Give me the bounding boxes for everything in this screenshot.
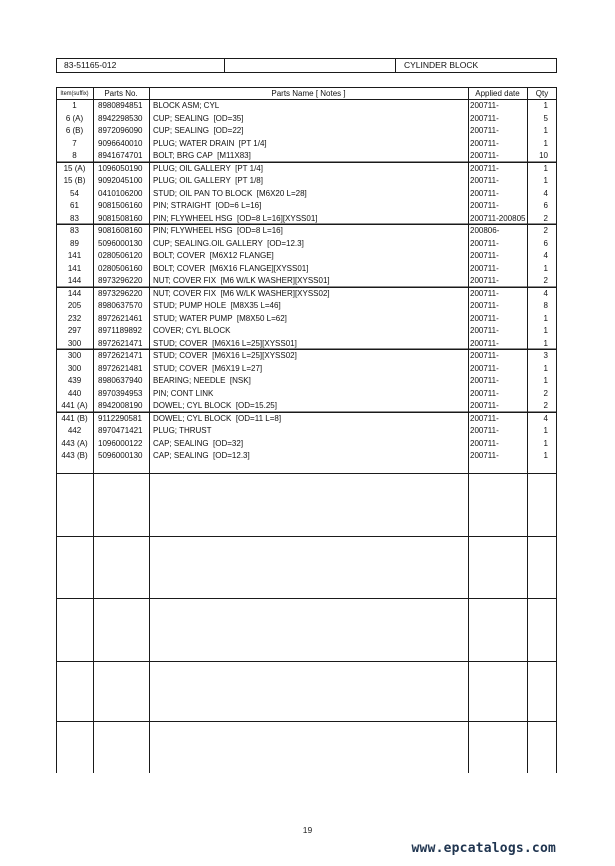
row-qty: 4 — [543, 413, 548, 423]
row-applied-date: 200711- — [470, 251, 499, 260]
row-parts-no: 8942008190 — [98, 401, 143, 410]
row-applied-date: 200711- — [470, 351, 499, 360]
row-item: 300 — [67, 351, 82, 360]
row-item: 144 — [67, 276, 82, 285]
row-qty: 1 — [543, 163, 548, 173]
row-qty: 1 — [543, 451, 548, 460]
row-parts-name: CUP; SEALING [OD=35] — [153, 113, 244, 123]
row-qty: 2 — [543, 226, 548, 235]
row-item: 441 (A) — [61, 401, 88, 410]
table-row — [56, 150, 557, 163]
row-parts-no: 8972621471 — [98, 351, 143, 360]
row-item: 439 — [67, 376, 82, 385]
row-applied-date: 200711- — [470, 126, 499, 135]
document-header-spacer — [225, 59, 396, 72]
table-header-row — [56, 88, 557, 99]
row-parts-name: NUT; COVER FIX [M6 W/LK WASHER][XYSS01] — [153, 276, 330, 285]
row-applied-date: 200711- — [470, 426, 499, 435]
row-applied-date: 200711- — [470, 263, 499, 273]
row-parts-no: 1096050190 — [98, 163, 143, 173]
row-item: 232 — [67, 313, 82, 323]
row-parts-no: 9096640010 — [98, 138, 143, 148]
row-qty: 8 — [543, 301, 548, 310]
parts-table — [56, 87, 557, 773]
row-parts-name: PLUG; OIL GALLERY [PT 1/8] — [153, 176, 263, 185]
table-row — [56, 200, 557, 213]
row-parts-name: STUD; WATER PUMP [M8X50 L=62] — [153, 313, 287, 323]
row-parts-name: PLUG; WATER DRAIN [PT 1/4] — [153, 138, 267, 148]
table-row — [56, 250, 557, 263]
row-qty: 1 — [543, 126, 548, 135]
row-parts-name: STUD; COVER [M6X19 L=27] — [153, 363, 263, 373]
row-parts-name: CAP; SEALING [OD=32] — [153, 438, 244, 448]
table-row — [56, 125, 557, 138]
row-parts-no: 9092045100 — [98, 176, 143, 185]
row-parts-name: STUD; COVER [M6X16 L=25][XYSS02] — [153, 351, 297, 360]
row-parts-name: BEARING; NEEDLE [NSK] — [153, 376, 251, 385]
row-item: 7 — [72, 138, 77, 148]
row-item: 440 — [67, 388, 82, 398]
row-parts-no: 8980637940 — [98, 376, 143, 385]
table-row — [56, 363, 557, 376]
row-applied-date: 200711- — [470, 376, 499, 385]
row-parts-name: CUP; SEALING.OIL GALLERY [OD=12.3] — [153, 238, 304, 248]
column-header-parts-name: Parts Name [ Notes ] — [271, 89, 346, 98]
row-item: 61 — [70, 201, 79, 210]
row-applied-date: 200711- — [470, 313, 499, 323]
row-applied-date: 200711- — [470, 288, 499, 298]
row-parts-no: 8971189892 — [98, 326, 142, 335]
table-row — [56, 113, 557, 126]
row-applied-date: 200711- — [470, 413, 499, 423]
row-parts-name: STUD; PUMP HOLE [M8X35 L=46] — [153, 301, 281, 310]
row-parts-no: 8941674701 — [98, 151, 143, 160]
table-row — [56, 313, 557, 326]
row-applied-date: 200711- — [470, 188, 499, 198]
row-qty: 1 — [543, 176, 548, 185]
table-row — [56, 300, 557, 313]
table-row — [56, 425, 557, 438]
row-parts-no: 0410106200 — [98, 188, 143, 198]
table-row — [56, 375, 557, 388]
row-item: 83 — [70, 213, 79, 223]
table-row — [56, 225, 557, 238]
row-item: 205 — [67, 301, 82, 310]
row-parts-name: DOWEL; CYL BLOCK [OD=11 L=8] — [153, 413, 282, 423]
row-qty: 1 — [543, 263, 548, 273]
row-parts-no: 5096000130 — [98, 451, 143, 460]
table-row — [56, 350, 557, 363]
row-item: 1 — [72, 101, 77, 110]
grid-line — [56, 473, 557, 474]
row-qty: 1 — [543, 338, 548, 348]
row-item: 141 — [67, 263, 82, 273]
row-applied-date: 200711- — [470, 101, 499, 110]
watermark-link[interactable]: www.epcatalogs.com — [411, 841, 556, 856]
row-applied-date: 200711- — [470, 451, 499, 460]
row-item: 441 (B) — [61, 413, 88, 423]
row-qty: 3 — [543, 351, 548, 360]
row-parts-no: 8972621461 — [98, 313, 143, 323]
row-item: 6 (A) — [65, 113, 84, 123]
row-applied-date: 200711- — [470, 338, 499, 348]
row-parts-name: PLUG; OIL GALLERY [PT 1/4] — [153, 163, 263, 173]
table-row — [56, 338, 557, 351]
section-title: CYLINDER BLOCK — [404, 60, 479, 70]
table-row — [56, 288, 557, 301]
row-qty: 1 — [543, 326, 548, 335]
row-qty: 5 — [543, 113, 548, 123]
column-header-qty: Qty — [535, 89, 549, 98]
table-row — [56, 213, 557, 226]
row-parts-name: STUD; COVER [M6X16 L=25][XYSS01] — [153, 338, 297, 348]
row-applied-date: 200711- — [470, 276, 499, 285]
table-row — [56, 188, 557, 201]
row-applied-date: 200711- — [470, 163, 499, 173]
row-parts-no: 8973296220 — [98, 288, 143, 298]
row-parts-name: DOWEL; CYL BLOCK [OD=15.25] — [153, 401, 277, 410]
row-qty: 1 — [543, 426, 548, 435]
row-parts-name: STUD; OIL PAN TO BLOCK [M6X20 L=28] — [153, 188, 307, 198]
row-qty: 1 — [543, 438, 548, 448]
row-parts-no: 0280506120 — [98, 251, 143, 260]
table-row — [56, 163, 557, 176]
row-parts-no: 8942298530 — [98, 113, 143, 123]
row-qty: 10 — [539, 151, 548, 160]
row-parts-name: COVER; CYL BLOCK — [153, 326, 231, 335]
document-code: 83-51165-012 — [57, 59, 225, 72]
row-qty: 4 — [543, 188, 548, 198]
row-parts-name: BLOCK ASM; CYL — [153, 101, 220, 110]
document-header — [56, 58, 557, 73]
row-parts-name: PIN; FLYWHEEL HSG [OD=8 L=16] — [153, 226, 283, 235]
row-parts-no: 9081506160 — [98, 201, 143, 210]
row-applied-date: 200711- — [470, 388, 499, 398]
row-parts-no: 8972621481 — [98, 363, 143, 373]
row-item: 141 — [67, 251, 82, 260]
row-qty: 2 — [543, 213, 548, 223]
row-parts-no: 8972621471 — [98, 338, 143, 348]
column-header-item: Item(suffix) — [60, 90, 89, 97]
row-item: 300 — [67, 363, 82, 373]
row-item: 89 — [70, 238, 79, 248]
row-parts-no: 0280506160 — [98, 263, 143, 273]
row-applied-date: 200711- — [470, 238, 499, 248]
row-qty: 1 — [543, 138, 548, 148]
row-parts-no: 8980894851 — [98, 101, 143, 110]
row-applied-date: 200711- — [470, 176, 499, 185]
row-item: 8 — [72, 151, 77, 160]
row-applied-date: 200711- — [470, 363, 499, 373]
row-parts-no: 9081508160 — [98, 213, 143, 223]
table-row — [56, 325, 557, 338]
row-parts-no: 5096000130 — [98, 238, 143, 248]
row-parts-name: NUT; COVER FIX [M6 W/LK WASHER][XYSS02] — [153, 288, 330, 298]
table-row — [56, 450, 557, 463]
row-applied-date: 200711- — [470, 326, 499, 335]
row-parts-no: 8972096090 — [98, 126, 143, 135]
table-row — [56, 413, 557, 426]
row-qty: 1 — [543, 101, 548, 110]
row-parts-name: BOLT; BRG CAP [M11X83] — [153, 151, 251, 160]
row-applied-date: 200711- — [470, 113, 499, 123]
page-number: 19 — [302, 825, 313, 835]
row-qty: 1 — [543, 313, 548, 323]
grid-line — [56, 536, 557, 537]
table-row — [56, 438, 557, 451]
row-applied-date: 200711- — [470, 138, 499, 148]
row-parts-no: 8973296220 — [98, 276, 143, 285]
row-item: 15 (A) — [63, 163, 86, 173]
row-item: 15 (B) — [63, 176, 86, 185]
row-parts-name: PLUG; THRUST — [153, 426, 212, 435]
grid-line — [56, 721, 557, 722]
grid-line — [56, 661, 557, 662]
row-item: 54 — [70, 188, 79, 198]
row-parts-no: 9112290581 — [98, 413, 142, 423]
row-item: 442 — [67, 426, 82, 435]
row-item: 83 — [70, 226, 79, 235]
row-applied-date: 200711- — [470, 401, 499, 410]
row-item: 297 — [67, 326, 82, 335]
row-parts-no: 1096000122 — [98, 438, 143, 448]
row-applied-date: 200711- — [470, 301, 499, 310]
row-parts-no: 9081608160 — [98, 226, 143, 235]
row-parts-name: PIN; FLYWHEEL HSG [OD=8 L=16][XYSS01] — [153, 213, 318, 223]
row-parts-name: CUP; SEALING [OD=22] — [153, 126, 244, 135]
table-row — [56, 238, 557, 251]
row-qty: 6 — [543, 201, 548, 210]
row-qty: 2 — [543, 388, 548, 398]
table-row — [56, 275, 557, 288]
column-header-parts-no: Parts No. — [104, 89, 138, 98]
row-qty: 1 — [543, 363, 548, 373]
table-row — [56, 175, 557, 188]
row-item: 144 — [67, 288, 82, 298]
row-applied-date: 200711- — [470, 201, 499, 210]
row-parts-name: BOLT; COVER [M6X16 FLANGE][XYSS01] — [153, 263, 309, 273]
grid-line — [56, 598, 557, 599]
row-applied-date: 200711- — [470, 438, 499, 448]
row-parts-name: PIN; CONT LINK — [153, 388, 214, 398]
row-parts-name: BOLT; COVER [M6X12 FLANGE] — [153, 251, 274, 260]
row-qty: 2 — [543, 401, 548, 410]
table-row — [56, 400, 557, 413]
row-parts-no: 8970471421 — [98, 426, 143, 435]
row-qty: 2 — [543, 276, 548, 285]
table-row — [56, 263, 557, 276]
row-qty: 4 — [543, 288, 548, 298]
row-applied-date: 200806- — [470, 226, 500, 235]
row-qty: 1 — [543, 376, 548, 385]
row-parts-no: 8970394953 — [98, 388, 143, 398]
row-item: 6 (B) — [65, 126, 84, 135]
column-header-applied-date: Applied date — [475, 89, 520, 98]
row-applied-date: 200711- — [470, 151, 499, 160]
row-parts-name: PIN; STRAIGHT [OD=6 L=16] — [153, 201, 262, 210]
table-row — [56, 138, 557, 151]
row-qty: 4 — [543, 251, 548, 260]
row-qty: 6 — [543, 238, 548, 248]
row-item: 443 (A) — [61, 438, 88, 448]
row-parts-no: 8980637570 — [98, 301, 143, 310]
table-row — [56, 100, 557, 113]
row-applied-date: 200711-200805 — [470, 213, 526, 223]
table-row — [56, 388, 557, 401]
row-item: 443 (B) — [61, 451, 88, 460]
row-parts-name: CAP; SEALING [OD=12.3] — [153, 451, 250, 460]
row-item: 300 — [67, 338, 82, 348]
